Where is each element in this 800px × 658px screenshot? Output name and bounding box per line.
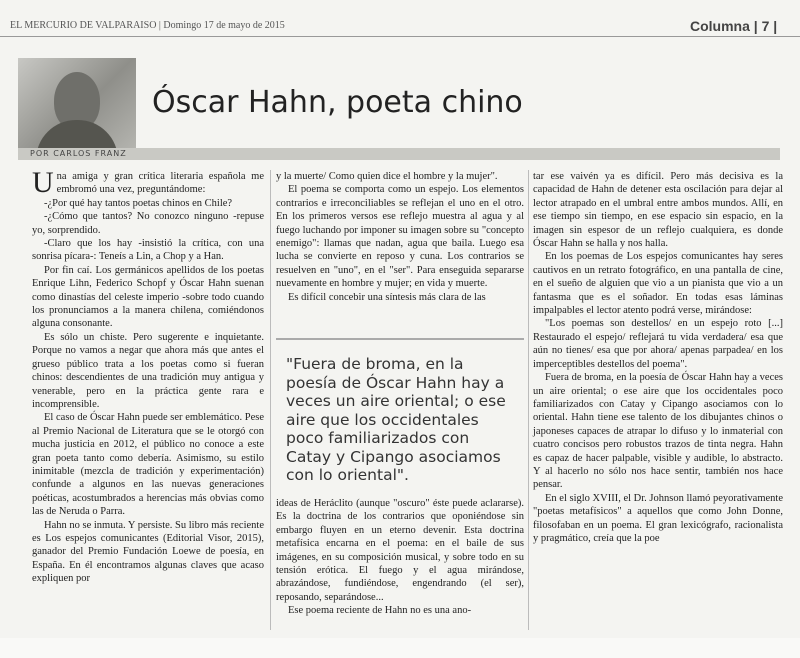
header-rule [0,36,800,37]
column-divider [528,170,529,630]
paragraph: El poema se comporta como un espejo. Los elementos contrarios e irreconciliables se reflejan el uno en el otro. En los primeros versos ese reflejo muestra al agua y al fuego luchando por imponer su imagen sobre su "concepto enemigo": llamas que nadan, agua que baila. Luego esa lucha se convierte en reposo y cuna. Los contrarios se resuelven en "uno", en el "ser". Para enseguida separarse nuevamente en hombre y mujer; en vida y muerte. [276,184,524,290]
paragraph: En el siglo XVIII, el Dr. Johnson llamó peyorativamente "poetas metafísicos" a aquellos que como John Donne, filosofaban en un poema. El gran lexicógrafo, racionalista y pragmático, creía que la poe [533,492,783,544]
paragraph: y la muerte/ Como quien dice el hombre y la mujer". [276,171,498,182]
paragraph: tar ese vaivén ya es difícil. Pero más decisiva es la capacidad de Hahn de detener esta oscilación para dejar al lector atrapado en el umbral entre ambos mundos. Allí, en ese tiempo sin tiempo, en ese espacio sin espacio, en la imagen sin espesor de un reflejo cualquiera, es donde Óscar Hahn se halla y nos halla. [533,171,783,250]
byline: POR CARLOS FRANZ [30,149,127,158]
pull-quote: "Fuera de broma, en la poesía de Óscar Hahn hay a veces un aire oriental; o ese aire que los occidentales poco familiarizados con Catay y Cipango asociamos con lo oriental". [286,355,506,484]
paragraph: Es sólo un chiste. Pero sugerente e inquietante. Porque no vamos a negar que ahora más que antes el grueso público trata a los poetas como si fueran chinos: descendientes de una tradición muy antigua y venerable, pero en la práctica gente rara e incomprensible. [32,331,264,410]
author-photo-body [36,120,118,150]
page-bottom-margin [0,638,800,658]
pull-quote-rule [276,338,524,340]
paragraph: Hahn no se inmuta. Y persiste. Su libro más reciente es Los espejos comunicantes (Editorial Visor, 2015), ganador del Premio Fundación Loewe de poesía, en España. En él encontramos algunas claves que acaso expliquen por [32,519,264,585]
paragraph: ideas de Heráclito (aunque "oscuro" éste puede aclararse). Es la doctrina de los contrarios que oponiéndose sin embargo fluyen en un eterno devenir. Esta doctrina metafísica encarna en el poema: en el baile de sus imágenes, en su composición musical, y sobre todo en su tensión erótica. El fuego y el agua mirándose, abrazándose, fundiéndose, engendrando (el ser), reposando, separándose... [276,498,524,603]
running-head: EL MERCURIO DE VALPARAISO | Domingo 17 de mayo de 2015 [10,20,285,31]
paragraph: Ese poema reciente de Hahn no es una ano- [288,605,472,617]
paragraph: El caso de Óscar Hahn puede ser emblemático. Pese al Premio Nacional de Literatura que se le otorgó con mucha justicia en 2012, el público no conoce a este gran poeta tanto como debería. Asimismo, su estilo inimitable (mezcla de tradición y experimentación) confunde a algunos en las nuevas generaciones poéticas, acostumbrados a herencias más obvias como las de Neruda o Parra. [32,412,264,518]
author-photo [18,58,136,150]
paragraph: Fuera de broma, en la poesía de Óscar Hahn hay a veces un aire oriental; o ese aire que los occidentales poco familiarizados con Catay y Cipango asociamos con lo oriental. Hahn tiene ese talento de los dibujantes chinos o japoneses capaces de atrapar lo difuso y lo inmaterial con cuatro concisos pero robustos trazos de tinta negra. Hahn es capaz de hacer palpable, visible y audible, lo abstracto. Y al hacerlo no sólo nos hace sentir, también nos hace pensar. [533,372,783,491]
byline-bar [18,148,780,160]
column-divider [270,170,271,630]
drop-cap: U [32,166,54,199]
paragraph: -¿Cómo que tantos? No conozco ninguno -repuse yo, sorprendido. [32,211,264,236]
column-2 [276,170,524,304]
paragraph: Es difícil concebir una síntesis más clara de las [288,291,486,303]
column-3 [533,170,783,545]
column-1 [32,166,264,586]
paragraph: -¿Por qué hay tantos poetas chinos en Chile? [44,197,233,209]
paragraph: -Claro que los hay -insistió la crítica, con una sonrisa pícara-: Teneís a Lin, a Chop y a Han. [32,238,264,263]
article-title: Óscar Hahn, poeta chino [152,85,523,120]
paragraph: Por fin caí. Los germánicos apellidos de los poetas Enrique Lihn, Federico Schopf y Óscar Hahn suenan como dinastías del celeste imperio -sobre todo cuando los pronunciamos a la manera chilena, comiéndonos alguna consonante. [32,264,264,330]
poem-quote: "Los poemas son destellos/ en un espejo roto [...] Restaurado el espejo/ reflejará tu vida verdadera/ esa que aún no tienes/ esa que por ahora/ apenas parpadea/ en los imperceptibles destellos del poema". [533,318,783,370]
paragraph: En los poemas de Los espejos comunicantes hay seres cautivos en un retrato fotográfico, en una pantalla de cine, en el sueño de alguien que vio a un pianista que vio a un fantasma que es el soñador. En todas esas láminas impalpables el lector atento podrá verse, mirándose: [533,251,783,317]
column-2-continued [276,497,524,618]
paragraph: na amiga y gran crítica literaria española me embromó una vez, preguntándome: [56,171,264,196]
section-label: Columna | 7 | [690,18,778,34]
